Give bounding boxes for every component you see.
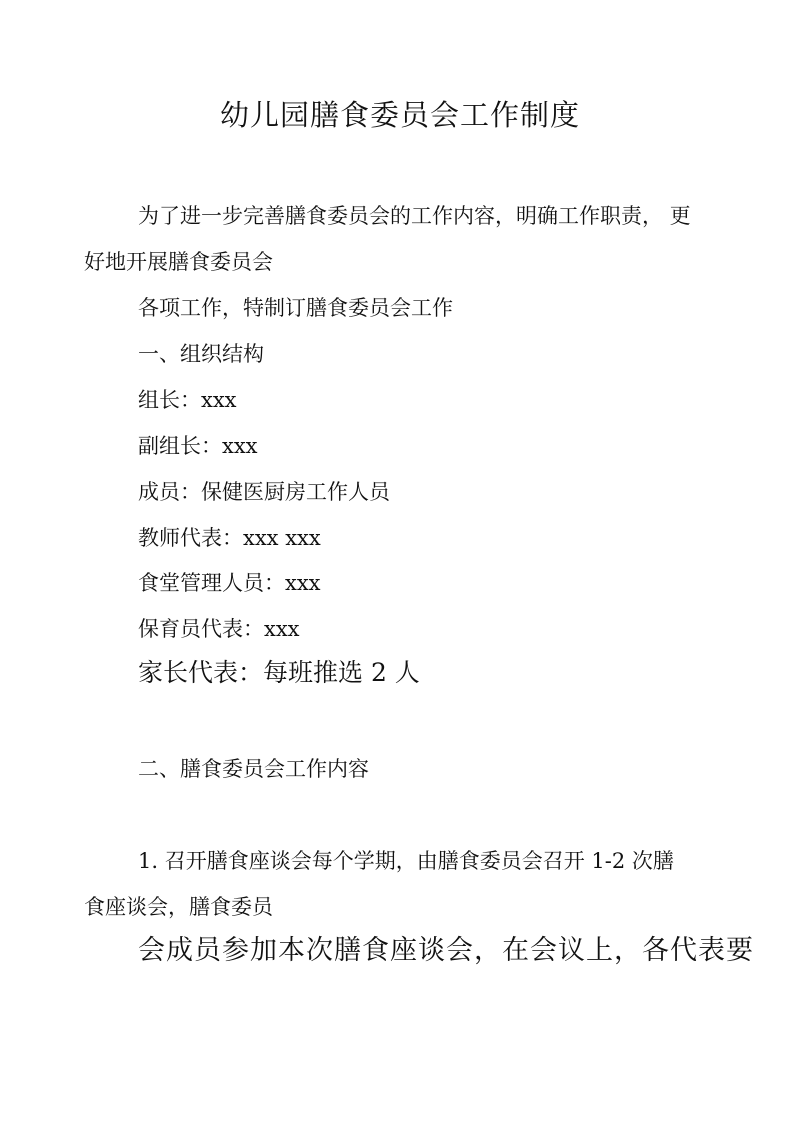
section-heading-organization: 一、组织结构: [138, 342, 264, 366]
item-1-line-3: 会成员参加本次膳食座谈会，在会议上，各代表要: [138, 935, 754, 966]
member-line: 保育员代表：xxx: [138, 617, 300, 641]
intro-paragraph-line-2: 好地开展膳食委员会: [84, 250, 273, 274]
document-title: 幼儿园膳食委员会工作制度: [219, 98, 580, 132]
section-heading-work-content: 二、膳食委员会工作内容: [138, 757, 369, 781]
member-line: 组长：xxx: [138, 388, 237, 412]
member-line: 食堂管理人员：xxx: [138, 571, 321, 595]
member-line: 副组长：xxx: [138, 434, 258, 458]
member-line: 教师代表：xxx xxx: [138, 526, 321, 550]
member-line: 成员：保健医厨房工作人员: [138, 480, 390, 504]
item-1-line-1: 1. 召开膳食座谈会每个学期，由膳食委员会召开 1-2 次膳: [138, 849, 674, 873]
intro-paragraph-line-1: 为了进一步完善膳食委员会的工作内容，明确工作职责， 更: [138, 204, 691, 228]
intro-paragraph-line-3: 各项工作，特制订膳食委员会工作: [138, 296, 453, 320]
parent-representative-line: 家长代表：每班推选 2 人: [138, 658, 420, 687]
item-1-line-2: 食座谈会，膳食委员: [84, 895, 273, 919]
